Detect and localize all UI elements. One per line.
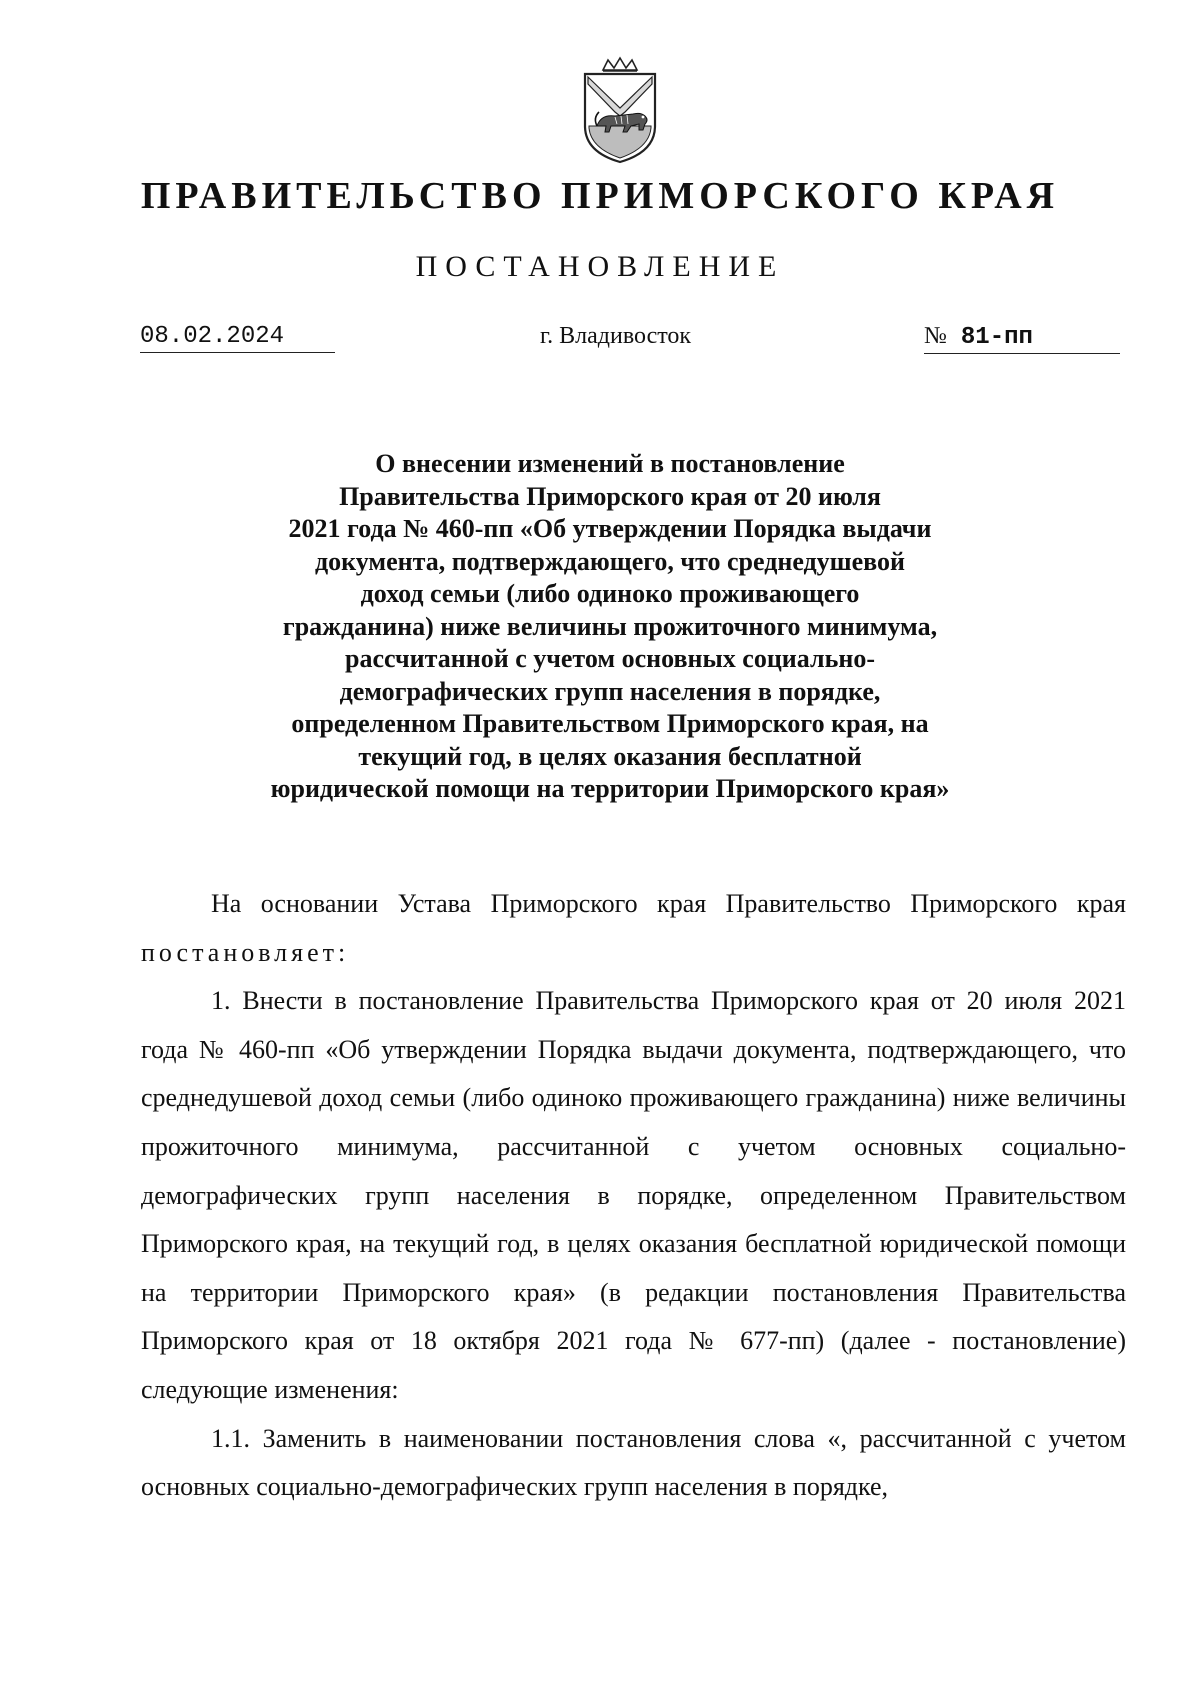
subject-line: документа, подтверждающего, что среднедушевой: [314, 546, 906, 576]
number-value: 81-пп: [960, 324, 1033, 351]
government-title: ПРАВИТЕЛЬСТВО ПРИМОРСКОГО КРАЯ: [140, 175, 1060, 217]
subject-line: текущий год, в целях оказания бесплатной: [358, 741, 862, 771]
document-city: г. Владивосток: [540, 323, 692, 349]
document-body: [141, 880, 1126, 1512]
coat-of-arms-emblem: [575, 56, 665, 166]
subject-line: Правительства Приморского края от 20 июля: [339, 481, 881, 511]
body-paragraph-item-1: 1. Внести в постановление Правительства Приморского края от 20 июля 2021 года № 460-пп «Об утверждении Порядка выдачи документа, подтверждающего, что среднедушевой доход семьи (либо одиноко проживающего гражданина) ниже величины прожиточного минимума, рассчитанной с учетом основных социально-демографических групп населения в порядке, определенном Правительством Приморского края, на текущий год, в целях оказания бесплатной юридической помощи на территории Приморского края» (в редакции постановления Правительства Приморского края от 18 октября 2021 года № 677-пп) (далее - постановление) следующие изменения:: [141, 986, 1126, 1404]
document-type: ПОСТАНОВЛЕНИЕ: [415, 250, 785, 283]
body-paragraph-preamble: [141, 880, 1126, 977]
subject-line: О внесении изменений в постановление: [375, 449, 845, 478]
body-paragraph-item-1-1: 1.1. Заменить в наименовании постановления слова «, рассчитанной с учетом основных социально-демографических групп населения в порядке,: [141, 1423, 1126, 1502]
document-number: [924, 323, 1120, 354]
subject-line: 2021 года № 460-пп «Об утверждении Порядка выдачи: [288, 514, 932, 543]
subject-line: определенном Правительством Приморского края, на: [291, 709, 929, 738]
document-date: 08.02.2024: [140, 323, 335, 353]
number-sign: №: [924, 323, 947, 349]
subject-line: гражданина) ниже величины прожиточного минимума,: [282, 611, 938, 641]
subject-line: доход семьи (либо одиноко проживающего: [360, 579, 860, 608]
document-subject: [200, 448, 1020, 806]
preamble-text: На основании Устава Приморского края Правительство Приморского края: [211, 889, 1126, 918]
subject-line: демографических групп населения в порядке,: [339, 676, 881, 706]
preamble-verb: постановляет:: [141, 937, 350, 967]
subject-line: рассчитанной с учетом основных социально-: [345, 644, 875, 673]
subject-line: юридической помощи на территории Приморского края»: [270, 774, 950, 803]
